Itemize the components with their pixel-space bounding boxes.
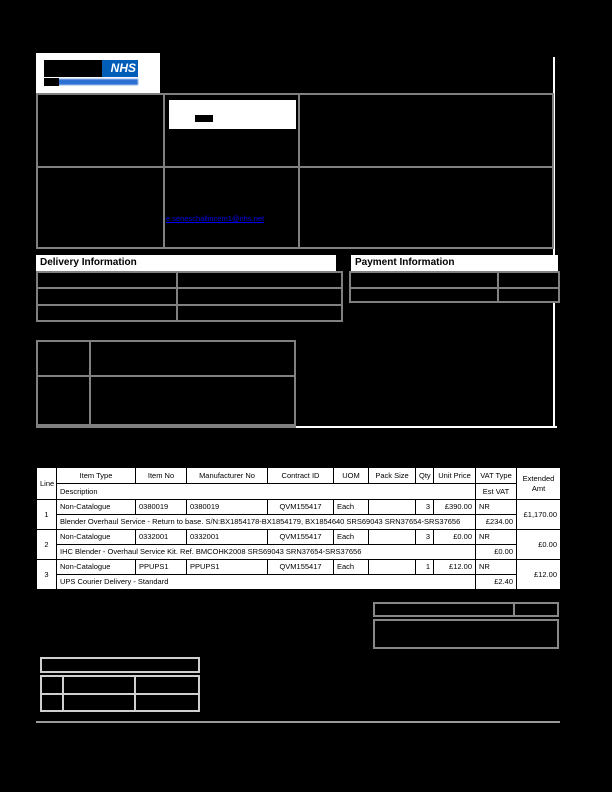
delivery-row-divider-2 (38, 304, 341, 306)
uom: Each (334, 530, 369, 545)
manufacturer-no: PPUPS1 (187, 560, 268, 575)
order-number-box (167, 98, 298, 131)
contact-email-link[interactable]: e.seneschallincem1@nhs.net (166, 214, 265, 223)
line-items-table (36, 467, 560, 590)
table-row-description (37, 515, 561, 530)
item-no: 0380019 (136, 500, 187, 515)
col-item-no: Item No (136, 468, 187, 484)
col-line: Line (37, 468, 57, 500)
contract-id: QVM155417 (268, 500, 334, 515)
col-contract-id: Contract ID (268, 468, 334, 484)
manufacturer-no: 0332001 (187, 530, 268, 545)
pack-size (369, 560, 416, 575)
col-extended-amt: Extended Amt (517, 468, 561, 500)
extended-amt: £0.00 (517, 530, 561, 560)
logo-redaction-bar (44, 60, 102, 77)
col-vat-type: VAT Type (476, 468, 517, 484)
notes-table (36, 340, 296, 428)
pack-size (369, 530, 416, 545)
extended-amt: £1,170.00 (517, 500, 561, 530)
notes-col-divider (89, 342, 91, 424)
col-est-vat: Est VAT (476, 484, 517, 500)
order-number-redaction (195, 115, 213, 122)
table-row (37, 560, 561, 575)
unit-price: £390.00 (434, 500, 476, 515)
payment-row-divider (351, 287, 558, 289)
extended-amt: £12.00 (517, 560, 561, 590)
item-no: 0332001 (136, 530, 187, 545)
contract-id: QVM155417 (268, 530, 334, 545)
totals-box-1 (373, 602, 559, 617)
unit-price: £12.00 (434, 560, 476, 575)
qty: 1 (416, 560, 434, 575)
delivery-information-table (36, 271, 343, 322)
header-row-divider (38, 166, 552, 168)
payment-information-header: Payment Information (351, 255, 558, 271)
item-type: Non-Catalogue (57, 560, 136, 575)
col-item-type: Item Type (57, 468, 136, 484)
est-vat: £234.00 (476, 515, 517, 530)
vat-type: NR (476, 560, 517, 575)
table-row (37, 500, 561, 515)
totals-box-2 (373, 619, 559, 649)
header-col-divider-1 (163, 95, 165, 247)
vat-type: NR (476, 530, 517, 545)
uom: Each (334, 560, 369, 575)
mid-edge-line (296, 426, 557, 428)
delivery-information-header: Delivery Information (36, 255, 336, 271)
description: Blender Overhaul Service - Return to base. S/N:BX1854178-BX1854179, BX1854640 SRS69043 SRN37654-SRS37656 (57, 515, 476, 530)
vat-type: NR (476, 500, 517, 515)
footer-row-divider (42, 693, 198, 695)
qty: 3 (416, 500, 434, 515)
col-unit-price: Unit Price (434, 468, 476, 484)
footer-table-title (40, 657, 200, 673)
totals-divider (513, 604, 515, 615)
table-row-description (37, 545, 561, 560)
trust-name-text (58, 79, 138, 85)
item-type: Non-Catalogue (57, 500, 136, 515)
est-vat: £0.00 (476, 545, 517, 560)
trust-name-redaction (44, 78, 59, 86)
nhs-logo-icon: NHS (102, 60, 138, 77)
col-pack-size: Pack Size (369, 468, 416, 484)
description: IHC Blender - Overhaul Service Kit. Ref. BMCOHK2008 SRS69043 SRN37654-SRS37656 (57, 545, 476, 560)
col-qty: Qty (416, 468, 434, 484)
line-no: 3 (37, 560, 57, 590)
header-table (36, 93, 554, 249)
footer-table (40, 675, 200, 712)
line-no: 1 (37, 500, 57, 530)
qty: 3 (416, 530, 434, 545)
table-row (37, 530, 561, 545)
table-row-description (37, 575, 561, 590)
footer-rule (36, 721, 560, 723)
payment-information-table (349, 271, 560, 303)
delivery-row-divider-1 (38, 287, 341, 289)
col-manufacturer-no: Manufacturer No (187, 468, 268, 484)
pack-size (369, 500, 416, 515)
contract-id: QVM155417 (268, 560, 334, 575)
header-col-divider-2 (298, 95, 300, 247)
line-no: 2 (37, 530, 57, 560)
delivery-col-divider (176, 273, 178, 320)
col-uom: UOM (334, 468, 369, 484)
manufacturer-no: 0380019 (187, 500, 268, 515)
est-vat: £2.40 (476, 575, 517, 590)
col-description: Description (57, 484, 476, 500)
description: UPS Courier Delivery - Standard (57, 575, 476, 590)
notes-row-divider (38, 375, 294, 377)
item-no: PPUPS1 (136, 560, 187, 575)
item-type: Non-Catalogue (57, 530, 136, 545)
uom: Each (334, 500, 369, 515)
unit-price: £0.00 (434, 530, 476, 545)
